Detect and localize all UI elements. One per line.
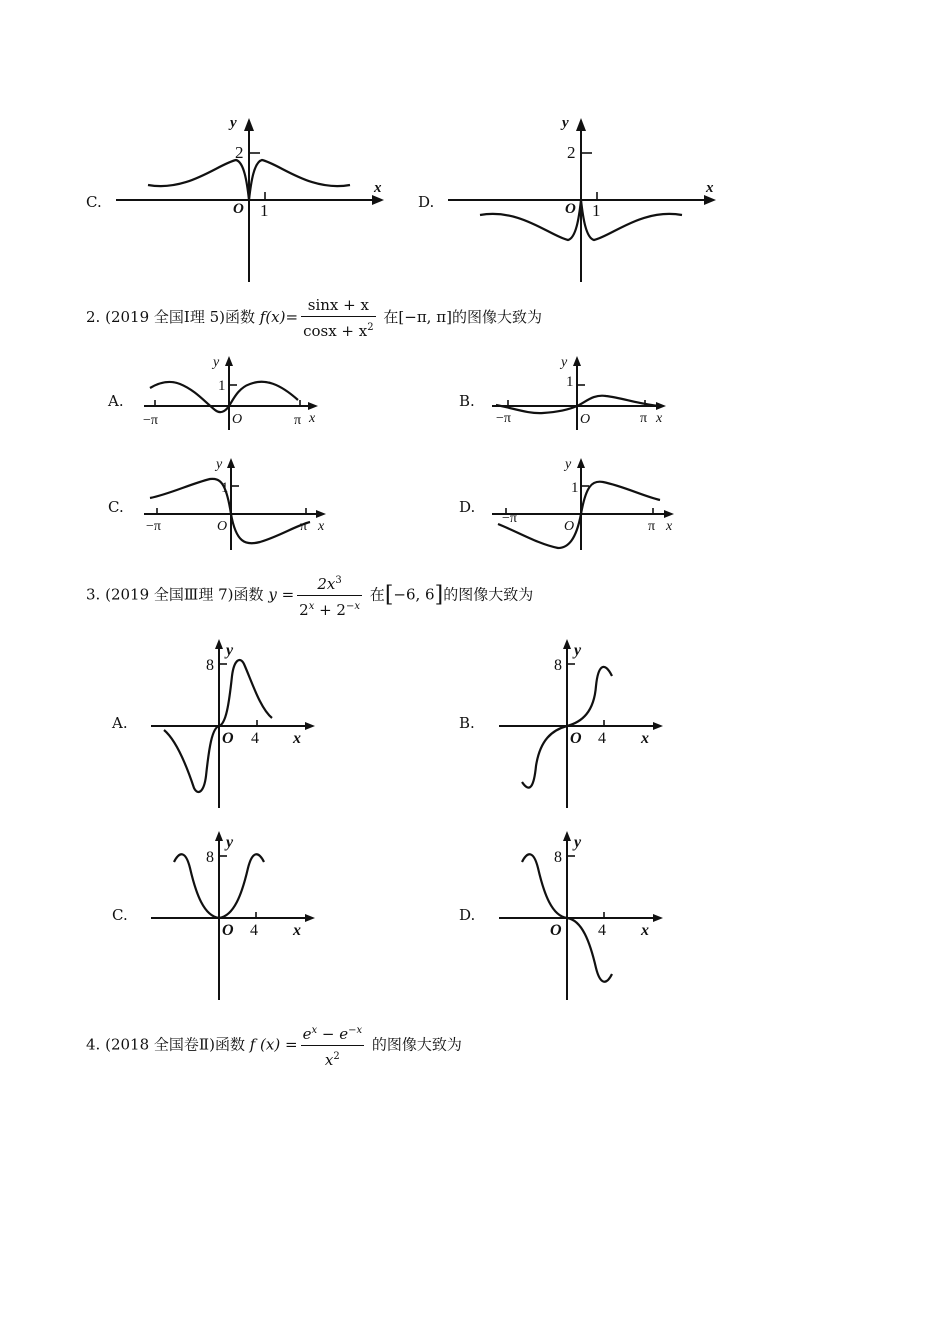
y-axis-label: y [216, 457, 223, 472]
q3-option-b-graph [496, 636, 676, 811]
origin-label: O [564, 519, 575, 534]
x-right-label: π [640, 411, 648, 426]
y-tick-label: 1 [566, 374, 574, 390]
formula-fraction [301, 1022, 365, 1069]
origin-label: O [222, 730, 234, 747]
x-axis-label: x [666, 519, 673, 534]
y-axis-label: y [574, 642, 582, 659]
question-number: 3. [86, 585, 101, 604]
origin-label: O [550, 922, 562, 939]
x-tick-label: 4 [250, 922, 258, 939]
x-axis-arrow-icon [664, 510, 674, 518]
q2-option-d-graph [488, 452, 688, 552]
q3-option-c-graph [148, 828, 328, 1003]
x-axis-label: x [374, 180, 382, 196]
q2-option-c-graph [140, 452, 340, 552]
q2-option-d-label: D. [459, 498, 476, 516]
x-right-label: π [294, 413, 302, 428]
x-axis-label: x [641, 730, 649, 747]
x-axis-label: x [706, 180, 714, 196]
y-tick-label: 8 [554, 849, 562, 866]
x-right-label: π [300, 519, 308, 534]
stem-prefix: 函数 [233, 585, 264, 604]
formula-denominator: $\cos x + x^2$ [303, 322, 374, 340]
x-left-label: −π [502, 511, 517, 526]
interval: [−π, π] [398, 308, 452, 326]
origin-label: O [217, 519, 228, 534]
q2-option-b-graph [488, 352, 678, 432]
x-axis-label: x [293, 730, 301, 747]
origin-label: O [570, 730, 582, 747]
formula-denominator: $2^x + 2^{-x}$ [299, 601, 361, 619]
x-axis-arrow-icon [305, 914, 315, 922]
question-number: 4. [86, 1035, 101, 1054]
y-axis-arrow-icon [225, 356, 233, 366]
q3-option-d-graph [496, 828, 676, 1003]
y-tick-label: 8 [206, 657, 214, 674]
stem-mid: 在 [383, 308, 399, 326]
q2-option-b-label: B. [459, 392, 475, 410]
formula-denominator: $x^2$ [324, 1051, 340, 1069]
y-axis-arrow-icon [244, 118, 254, 131]
formula-fraction [301, 296, 376, 340]
x-tick-label: 4 [251, 730, 259, 747]
y-axis-label: y [574, 834, 582, 851]
y-axis-label: y [561, 355, 568, 370]
y-tick-label: 1 [218, 378, 226, 394]
y-axis-arrow-icon [215, 831, 223, 841]
formula-numerator: $2x^3$ [297, 572, 362, 596]
q3-option-a-label: A. [112, 714, 128, 732]
question-source: (2019 全国Ⅲ理 7) [105, 585, 234, 604]
x-tick-label: 1 [592, 201, 601, 220]
x-axis-arrow-icon [316, 510, 326, 518]
q2-stem [86, 296, 542, 340]
formula-lhs: y = [268, 585, 295, 604]
q3-option-d-label: D. [459, 906, 476, 924]
q2-option-a-label: A. [108, 392, 124, 410]
y-axis-arrow-icon [576, 118, 586, 131]
x-axis-label: x [656, 411, 663, 426]
q3-stem: 3. (2019 全国Ⅲ理 7)函数 y = $\frac{2x^3}{2^x + 2^{-x}}$ 在[−6, 6]的图像大致为 [86, 572, 533, 619]
x-tick-label: 1 [260, 201, 269, 220]
origin-label: O [222, 922, 234, 939]
x-axis-arrow-icon [308, 402, 318, 410]
x-axis-label: x [309, 411, 316, 426]
x-axis-label: x [293, 922, 301, 939]
formula-lhs: f (x) = [249, 1035, 298, 1054]
stem-suffix: 的图像大致为 [371, 1035, 462, 1054]
origin-label: O [580, 412, 591, 427]
stem-prefix: 函数 [224, 308, 255, 326]
formula-numerator: sinx + x [301, 296, 376, 317]
question-source: (2019 全国Ⅰ理 5) [105, 308, 225, 326]
y-tick-label: 1 [221, 480, 229, 496]
x-left-label: −π [143, 413, 158, 428]
function-name: f(x)= [259, 308, 299, 326]
y-axis-label: y [565, 457, 572, 472]
y-axis-label: y [213, 355, 220, 370]
y-axis-label: y [226, 642, 234, 659]
y-tick-label: 2 [567, 143, 576, 162]
formula-numerator: $e^x - e^{-x}$ [301, 1022, 365, 1046]
x-tick-label: 4 [598, 730, 606, 747]
q1-option-d-label: D. [418, 193, 435, 211]
y-axis-arrow-icon [563, 831, 571, 841]
y-axis-label: y [562, 115, 569, 131]
q3-option-a-graph [148, 636, 328, 811]
q1-option-c-label: C. [86, 193, 102, 211]
q2-option-a-graph [140, 352, 330, 432]
y-axis-arrow-icon [215, 639, 223, 649]
x-left-label: −π [496, 411, 511, 426]
y-axis-label: y [230, 115, 237, 131]
question-number: 2. [86, 308, 101, 326]
y-axis-arrow-icon [577, 458, 585, 468]
q4-stem [86, 1022, 462, 1069]
question-source: (2018 全国卷Ⅱ) [105, 1035, 215, 1054]
stem-mid: 在 [369, 585, 385, 604]
x-axis-arrow-icon [305, 722, 315, 730]
y-axis-arrow-icon [227, 458, 235, 468]
x-axis-label: x [318, 519, 325, 534]
q3-option-b-label: B. [459, 714, 475, 732]
y-axis-arrow-icon [563, 639, 571, 649]
x-axis-arrow-icon [653, 722, 663, 730]
y-tick-label: 8 [206, 849, 214, 866]
origin-label: O [565, 201, 576, 217]
origin-label: O [232, 412, 243, 427]
x-axis-arrow-icon [372, 195, 384, 205]
x-tick-label: 4 [598, 922, 606, 939]
x-left-label: −π [146, 519, 161, 534]
q1-option-d-graph [442, 112, 732, 287]
origin-label: O [233, 201, 244, 217]
y-axis-arrow-icon [573, 356, 581, 366]
y-tick-label: 2 [235, 143, 244, 162]
stem-prefix: 函数 [214, 1035, 245, 1054]
y-axis-label: y [226, 834, 234, 851]
x-axis-arrow-icon [653, 914, 663, 922]
stem-suffix: 的图像大致为 [451, 308, 542, 326]
q3-option-c-label: C. [112, 906, 128, 924]
y-tick-label: 8 [554, 657, 562, 674]
formula-fraction [297, 572, 362, 619]
q1-option-c-graph [110, 112, 400, 287]
q2-option-c-label: C. [108, 498, 124, 516]
stem-suffix: 的图像大致为 [443, 585, 534, 604]
x-right-label: π [648, 519, 656, 534]
x-axis-label: x [641, 922, 649, 939]
x-axis-arrow-icon [704, 195, 716, 205]
y-tick-label: 1 [571, 480, 579, 496]
interval: −6, 6 [393, 585, 435, 604]
